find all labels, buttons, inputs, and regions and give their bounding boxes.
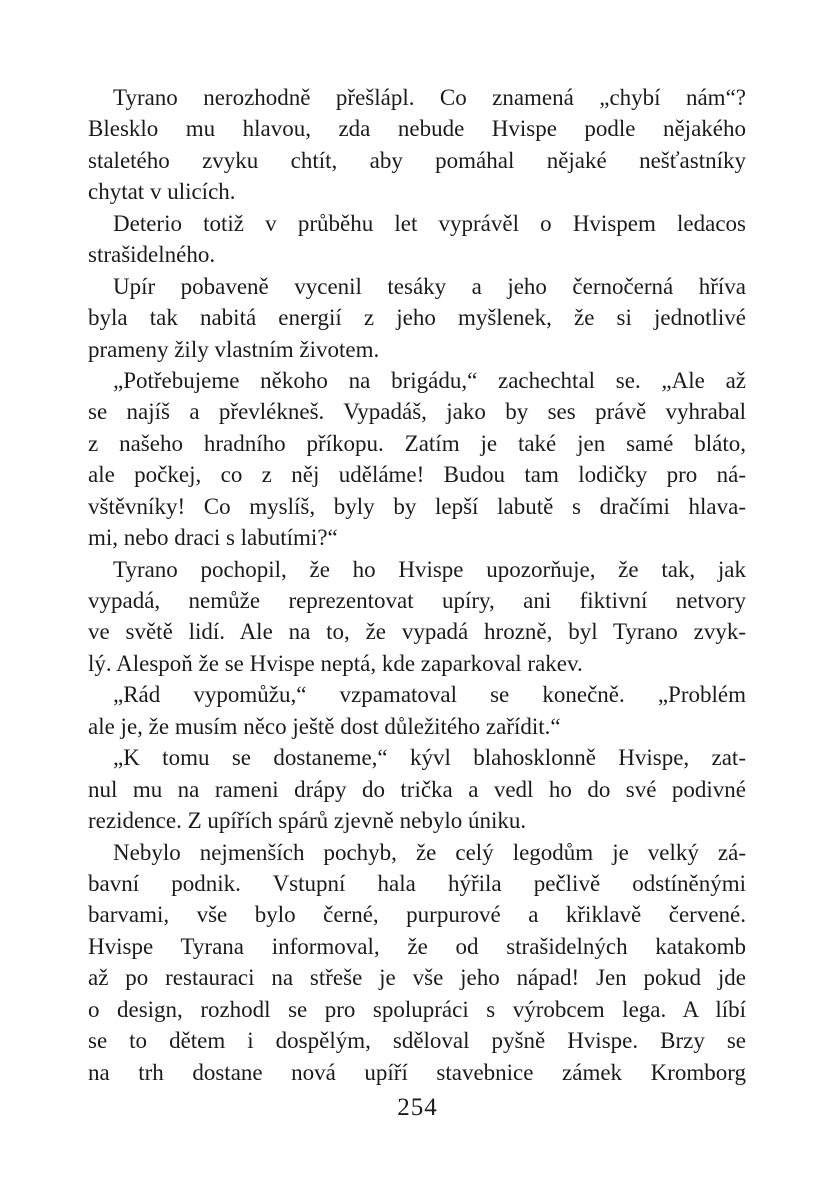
- text-line: vštěvníky! Co myslíš, byly by lepší labutě s dračími hlava-: [88, 493, 746, 519]
- text-line: o design, rozhodl se pro spolupráci s výrobcem lega. A líbí: [88, 996, 746, 1022]
- text-line: „K tomu se dostaneme,“ kývl blahosklonně Hvispe, zat-: [113, 745, 746, 771]
- text-line: bavní podnik. Vstupní hala hýřila pečlivě odstíněnými: [88, 870, 746, 896]
- text-line: Nebylo nejmenších pochyb, že celý legodům je velký zá-: [113, 839, 746, 865]
- text-line: byla tak nabitá energií z jeho myšlenek, že si jednotlivé: [88, 305, 746, 331]
- text-line: ve světě lidí. Ale na to, že vypadá hrozně, byl Tyrano zvyk-: [88, 619, 746, 645]
- text-line: Hvispe Tyrana informoval, že od strašidelných katakomb: [88, 933, 746, 959]
- text-line: mi, nebo draci s labutími?“: [88, 525, 338, 551]
- text-line: strašidelného.: [88, 242, 216, 268]
- text-line: barvami, vše bylo černé, purpurové a křiklavě červené.: [88, 902, 746, 928]
- text-line: Blesklo mu hlavou, zda nebude Hvispe podle nějakého: [88, 116, 746, 142]
- text-line: se to dětem i dospělým, sděloval pyšně Hvispe. Brzy se: [88, 1028, 746, 1054]
- text-line: „Rád vypomůžu,“ vzpamatoval se konečně. „Problém: [113, 682, 746, 708]
- text-line: staletého zvyku chtít, aby pomáhal nějaké nešťastníky: [88, 147, 746, 173]
- text-line: nul mu na rameni drápy do trička a vedl ho do své podivné: [88, 776, 746, 802]
- text-line: chytat v ulicích.: [88, 179, 236, 205]
- page-number: 254: [397, 1094, 438, 1121]
- text-line: vypadá, nemůže reprezentovat upíry, ani fiktivní netvory: [88, 588, 746, 613]
- text-line: až po restauraci na střeše je vše jeho nápad! Jen pokud jde: [88, 965, 746, 991]
- text-line: lý. Alespoň že se Hvispe neptá, kde zaparkoval rakev.: [88, 650, 583, 676]
- text-line: na trh dostane nová upíří stavebnice zámek Kromborg: [88, 1059, 746, 1085]
- text-line: „Potřebujeme někoho na brigádu,“ zachechtal se. „Ale až: [113, 367, 746, 393]
- text-line: Upír pobaveně vycenil tesáky a jeho černočerná hříva: [113, 273, 746, 299]
- page-text: [88, 82, 746, 1088]
- text-line: se najíš a převlékneš. Vypadáš, jako by ses právě vyhrabal: [88, 399, 746, 425]
- text-line: Deterio totiž v průběhu let vyprávěl o Hvispem ledacos: [113, 210, 746, 236]
- text-line: rezidence. Z upířích spárů zjevně nebylo úniku.: [88, 808, 527, 834]
- text-line: ale je, že musím něco ještě dost důležitého zařídit.“: [88, 713, 561, 739]
- text-line: Tyrano nerozhodně přešlápl. Co znamená „chybí nám“?: [113, 85, 746, 110]
- text-line: z našeho hradního příkopu. Zatím je také jen samé bláto,: [88, 430, 746, 456]
- text-line: Tyrano pochopil, že ho Hvispe upozorňuje, že tak, jak: [113, 556, 746, 582]
- text-line: ale počkej, co z něj uděláme! Budou tam lodičky pro ná-: [88, 462, 746, 488]
- text-line: prameny žily vlastním životem.: [88, 336, 380, 362]
